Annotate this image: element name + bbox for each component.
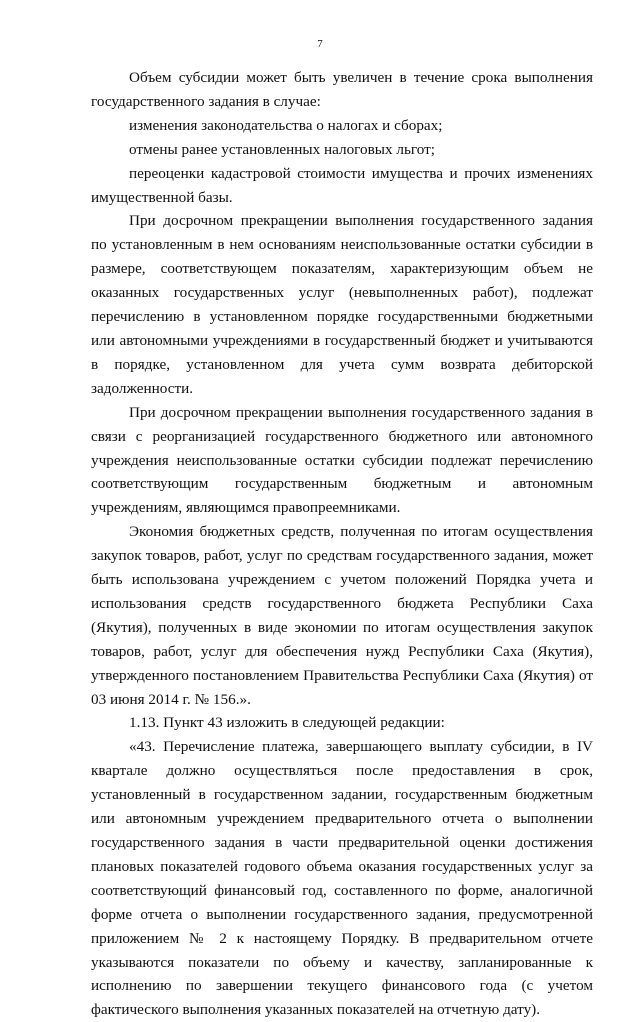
document-body — [91, 66, 593, 1022]
paragraph-reorganization: При досрочном прекращении выполнения государственного задания в связи с реорганизацией государственного бюджетного или автономного учреждения неиспользованные остатки субсидии подлежат перечислению соответствующим государственным бюджетным и автономным учреждениям, являющимся правопреемниками. — [91, 403, 593, 517]
page-number: 7 — [317, 38, 323, 50]
paragraph-subsidy-increase: Объем субсидии может быть увеличен в течение срока выполнения государственного задания в случае: — [91, 69, 593, 110]
paragraph-clause-43: «43. Перечисление платежа, завершающего выплату субсидии, в IV квартале должно осуществляться после предоставления в срок, установленный в государственном задании, государственным бюджетным или автономным учреждением предварительного отчета о выполнении государственного задания в части предварительной оценки достижения плановых показателей годового объема оказания государственных услуг за соответствующий финансовый год, составленного по форме, аналогичной форме отчета о выполнении государственного задания, предусмотренной приложением № 2 к настоящему Порядку. В предварительном отчете указываются показатели по объему и качеству, запланированные к исполнению по завершении текущего финансового года (с учетом фактического выполнения указанных показателей на отчетную дату). — [91, 738, 593, 1019]
list-item-tax-benefits-cancel: отмены ранее установленных налоговых льгот; — [129, 140, 436, 158]
paragraph-early-termination: При досрочном прекращении выполнения государственного задания по установленным в нем основаниям неиспользованные остатки субсидии в размере, соответствующем показателям, характеризующим объем не оказанных государственных услуг (невыполненных работ), подлежат перечислению в установленном порядке государственными бюджетными или автономными учреждениями в государственный бюджет и учитываются в порядке, установленном для учета сумм возврата дебиторской задолженности. — [91, 212, 593, 397]
paragraph-budget-savings: Экономия бюджетных средств, полученная по итогам осуществления закупок товаров, работ, услуг по средствам государственного задания, может быть использована учреждением с учетом положений Порядка учета и использования средств государственного бюджета Республики Саха (Якутия), полученных в виде экономии по итогам осуществления закупок товаров, работ, услуг для обеспечения нужд Республики Саха (Якутия), утвержденного постановлением Правительства Республики Саха (Якутия) от 03 июня 2014 г. № 156.». — [91, 523, 593, 708]
list-item-cadastral-revaluation: переоценки кадастровой стоимости имущества и прочих изменениях имущественной базы. — [91, 164, 593, 206]
list-item-tax-law-change: изменения законодательства о налогах и сборах; — [129, 116, 443, 134]
paragraph-clause-1-13: 1.13. Пункт 43 изложить в следующей редакции: — [129, 714, 445, 732]
